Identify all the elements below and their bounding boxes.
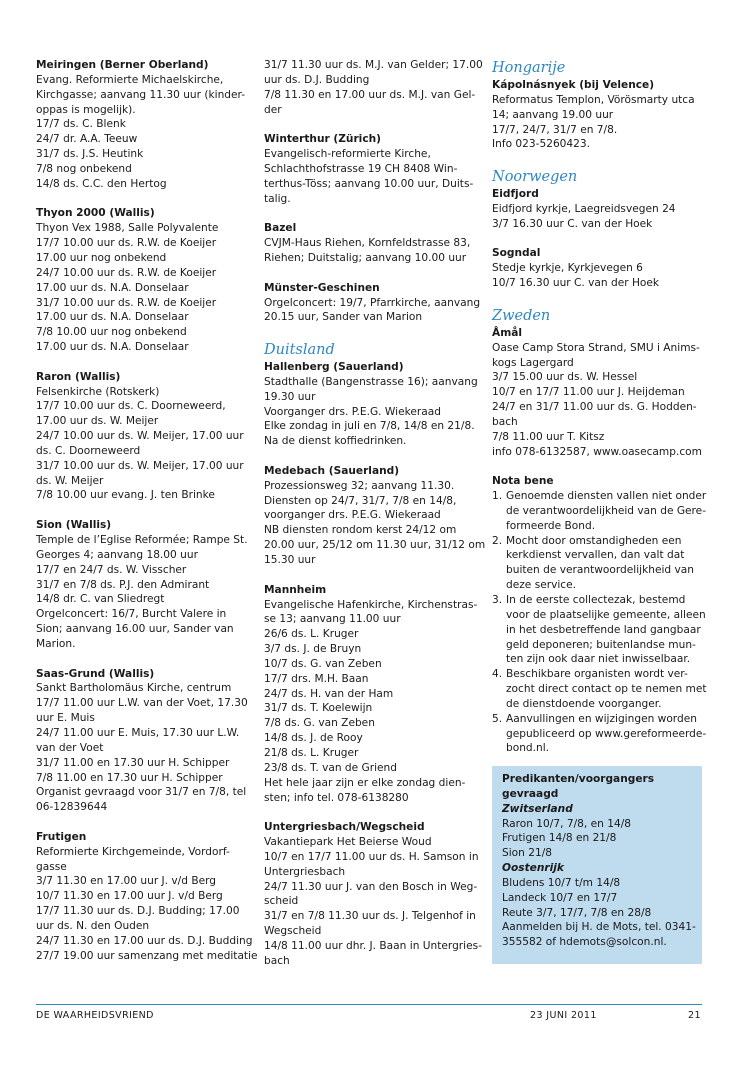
location-entry — [264, 132, 478, 206]
box-line: Landeck 10/7 en 17/7 — [502, 891, 618, 904]
entry-line: 17.00 uur ds. N.A. Donselaar — [36, 311, 189, 324]
location-entry — [36, 58, 248, 192]
entry-line: gasse — [36, 860, 67, 873]
nota-bene-item — [492, 489, 707, 534]
country-heading: Noorwegen — [492, 169, 578, 186]
entry-line: Stadthalle (Bangenstrasse 16); aanvang — [264, 375, 478, 388]
entry-line: voorganger drs. P.E.G. Wiekeraad — [264, 509, 441, 522]
entry-line: 17/7 10.00 uur ds. C. Doorneweerd, — [36, 400, 226, 413]
location-heading: Untergriesbach/Wegscheid — [264, 821, 425, 834]
entry-line: Evangelisch-reformierte Kirche, — [264, 148, 431, 161]
entry-line: uur E. Muis — [36, 712, 95, 725]
location-heading: Frutigen — [36, 830, 87, 843]
entry-line: sten; info tel. 078-6138280 — [264, 791, 409, 804]
nota-bene-item — [492, 712, 707, 757]
column-left — [36, 58, 258, 978]
location-heading: Medebach (Sauerland) — [264, 464, 400, 477]
entry-line: Felsenkirche (Rotskerk) — [36, 385, 160, 398]
entry-line: talig. — [264, 192, 291, 205]
location-entry — [36, 830, 258, 964]
entry-line: 10/7 ds. G. van Zeben — [264, 657, 382, 670]
entry-line: 17.00 uur ds. N.A. Donselaar — [36, 341, 189, 354]
entry-line: 17/7 10.00 uur ds. R.W. de Koeijer — [36, 237, 217, 250]
entry-line: 17.00 uur nog onbekend — [36, 251, 167, 264]
nota-bene-line: bond.nl. — [506, 742, 550, 755]
nota-bene-text — [506, 534, 694, 593]
location-heading: Bazel — [264, 222, 297, 235]
entry-line: 31/7 11.00 en 17.30 uur H. Schipper — [36, 756, 230, 769]
box-country-label: Oostenrijk — [502, 862, 564, 875]
entry-line: Riehen; Duitstalig; aanvang 10.00 uur — [264, 251, 467, 264]
entry-line: info 078-6132587, www.oasecamp.com — [492, 445, 702, 458]
nota-bene-line: Beschikbare organisten wordt ver- — [506, 668, 688, 681]
country-heading: Duitsland — [264, 342, 335, 359]
entry-line: 21/8 ds. L. Kruger — [264, 746, 359, 759]
entry-line: 14/8 11.00 uur dhr. J. Baan in Untergries- — [264, 939, 482, 952]
entry-line: Voorganger drs. P.E.G. Wiekeraad — [264, 405, 441, 418]
location-entry — [492, 78, 704, 152]
entry-line: 7/8 ds. G. van Zeben — [264, 717, 375, 730]
entry-line: Elke zondag in juli en 7/8, 14/8 en 21/8. — [264, 420, 475, 433]
entry-line: 24/7 11.30 en 17.00 uur ds. D.J. Budding — [36, 934, 253, 947]
nota-bene-line: Genoemde diensten vallen niet onder — [506, 490, 707, 503]
entry-line: 17/7 drs. M.H. Baan — [264, 672, 369, 685]
entry-line: CVJM-Haus Riehen, Kornfeldstrasse 83, — [264, 237, 471, 250]
location-entry — [492, 246, 704, 291]
entry-line: 24/7 11.30 uur J. van den Bosch in Weg- — [264, 880, 478, 893]
location-heading: Åmål — [492, 326, 523, 339]
country-heading: Zweden — [492, 307, 551, 324]
entry-line: 7/8 11.30 en 17.00 uur ds. M.J. van Gel- — [264, 88, 476, 101]
location-entry — [264, 583, 478, 806]
nota-bene-line: Mocht door omstandigheden een — [506, 534, 682, 547]
entry-line: 14/8 dr. C. van Sliedregt — [36, 593, 165, 606]
entry-line: 14/8 ds. C.C. den Hertog — [36, 177, 167, 190]
entry-line: terthus-Töss; aanvang 10.00 uur, Duits- — [264, 177, 474, 190]
nota-bene-line: deze service. — [506, 579, 577, 592]
footer-date: 23 JUNI 2011 — [530, 1010, 597, 1021]
entry-line: 17/7, 24/7, 31/7 en 7/8. — [492, 123, 618, 136]
box-line: Reute 3/7, 17/7, 7/8 en 28/8 — [502, 906, 652, 919]
entry-line: Kirchgasse; aanvang 11.30 uur (kinder- — [36, 88, 246, 101]
entry-line: 24/7 10.00 uur ds. W. Meijer, 17.00 uur — [36, 430, 244, 443]
entry-line: 06-12839644 — [36, 801, 108, 814]
entry-line: 7/8 10.00 uur nog onbekend — [36, 326, 187, 339]
location-heading: Münster-Geschinen — [264, 281, 380, 294]
box-line: Frutigen 14/8 en 21/8 — [502, 832, 617, 845]
location-entry — [492, 326, 704, 460]
entry-line: 31/7 10.00 uur ds. W. Meijer, 17.00 uur — [36, 459, 244, 472]
nota-bene-line: voor de plaatselijke gemeente, alleen — [506, 608, 706, 621]
entry-line: 3/7 15.00 uur ds. W. Hessel — [492, 371, 638, 384]
location-entry — [264, 360, 478, 449]
entry-line: Evang. Reformierte Michaelskirche, — [36, 73, 224, 86]
nota-bene-item — [492, 667, 707, 712]
entry-line: Georges 4; aanvang 18.00 uur — [36, 548, 198, 561]
location-entry — [264, 58, 483, 117]
nota-bene-section — [492, 474, 707, 756]
entry-line: 31/7 10.00 uur ds. R.W. de Koeijer — [36, 296, 217, 309]
entry-line: Het hele jaar zijn er elke zondag dien- — [264, 776, 466, 789]
entry-line: 27/7 19.00 uur samenzang met meditatie — [36, 949, 258, 962]
location-heading: Meiringen (Berner Oberland) — [36, 59, 209, 71]
entry-line: 10/7 16.30 uur C. van der Hoek — [492, 277, 660, 290]
entry-line: oppas is mogelijk). — [36, 103, 136, 116]
entry-line: 10/7 11.30 en 17.00 uur J. v/d Berg — [36, 890, 223, 903]
entry-line: 24/7 en 31/7 11.00 uur ds. G. Hodden- — [492, 401, 697, 414]
entry-line: 24/7 ds. H. van der Ham — [264, 687, 394, 700]
entry-line: 20.15 uur, Sander van Marion — [264, 311, 423, 324]
column-right-entries — [492, 58, 704, 459]
entry-line: Sankt Bartholomäus Kirche, centrum — [36, 682, 232, 695]
entry-line: Vakantiepark Het Beierse Woud — [264, 836, 432, 849]
entry-line: 17.00 uur ds. N.A. Donselaar — [36, 281, 189, 294]
entry-line: Reformatus Templon, Vörösmarty utca — [492, 93, 695, 106]
location-heading: Hallenberg (Sauerland) — [264, 361, 404, 374]
entry-line: 15.30 uur — [264, 554, 316, 566]
entry-line: der — [264, 103, 282, 116]
location-entry — [36, 518, 248, 652]
entry-line: Stedje kyrkje, Kyrkjevegen 6 — [492, 262, 643, 275]
entry-line: 17/7 ds. C. Blenk — [36, 118, 126, 131]
entry-line: 17/7 en 24/7 ds. W. Visscher — [36, 563, 187, 576]
box-country-label: Zwitserland — [502, 802, 573, 815]
nota-bene-number: 1. — [492, 490, 503, 503]
nota-bene-line: de verantwoordelijkheid van de Gere- — [506, 504, 707, 517]
entry-line: 24/7 11.00 uur E. Muis, 17.30 uur L.W. — [36, 726, 240, 739]
nota-bene-item — [492, 593, 704, 667]
footer-publication: DE WAARHEIDSVRIEND — [36, 1010, 154, 1021]
nota-bene-line: buiten de verantwoordelijkheid van — [506, 564, 694, 577]
location-entry — [264, 464, 486, 568]
footer-rule — [36, 1004, 702, 1005]
location-heading: Saas-Grund (Wallis) — [36, 667, 155, 680]
nota-bene-text — [506, 593, 706, 667]
entry-line: 23/8 ds. T. van de Griend — [264, 761, 398, 774]
entry-line: 17.00 uur ds. W. Meijer — [36, 415, 159, 428]
nota-bene-line: de dienstdoende voorganger. — [506, 697, 662, 710]
location-heading: Sion (Wallis) — [36, 519, 112, 532]
location-heading: Raron (Wallis) — [36, 370, 121, 383]
entry-line: 7/8 10.00 uur evang. J. ten Brinke — [36, 489, 215, 502]
location-entry — [264, 221, 478, 266]
nota-bene-list — [492, 489, 707, 756]
entry-line: Evangelische Hafenkirche, Kirchenstras- — [264, 598, 478, 611]
location-entry — [264, 820, 482, 968]
nota-bene-line: zocht direct contact op te nemen met — [506, 683, 707, 696]
box-line: Sion 21/8 — [502, 847, 553, 860]
entry-line: Info 023-5260423. — [492, 138, 591, 151]
location-heading: Winterthur (Zürich) — [264, 133, 381, 146]
entry-line: bach — [264, 954, 290, 967]
country-heading: Hongarije — [492, 60, 566, 76]
entry-line: 3/7 16.30 uur C. van der Hoek — [492, 217, 653, 230]
footer-page-number: 21 — [688, 1010, 701, 1021]
entry-line: 31/7 en 7/8 ds. P.J. den Admirant — [36, 578, 210, 591]
nota-bene-line: gepubliceerd op www.gereformeerde- — [506, 727, 707, 740]
box-line: Raron 10/7, 7/8, en 14/8 — [502, 817, 632, 830]
wanted-preachers-box — [492, 766, 702, 964]
nota-bene-line: kerkdienst vervallen, dan valt dat — [506, 549, 685, 562]
nota-bene-text — [506, 667, 707, 712]
nota-bene-text — [506, 712, 706, 757]
nota-bene-item — [492, 534, 704, 593]
location-entry — [36, 370, 248, 504]
entry-line: 31/7 ds. J.S. Heutink — [36, 148, 144, 161]
box-line: Aanmelden bij H. de Mots, tel. 0341- — [502, 921, 696, 934]
entry-line: Orgelconcert: 16/7, Burcht Valere in — [36, 608, 227, 621]
entry-line: 24/7 10.00 uur ds. R.W. de Koeijer — [36, 266, 217, 279]
location-entry — [264, 281, 481, 326]
entry-line: 10/7 en 17/7 11.00 uur ds. H. Samson in — [264, 850, 479, 863]
location-heading: Mannheim — [264, 583, 327, 596]
nota-bene-line: geld deponeren; buitenlandse mun- — [506, 638, 696, 651]
entry-line: Na de dienst koffiedrinken. — [264, 435, 407, 448]
entry-line: Prozessionsweg 32; aanvang 11.30. — [264, 479, 455, 492]
entry-line: 7/8 nog onbekend — [36, 162, 132, 175]
box-line: 355582 of hdemots@solcon.nl. — [502, 936, 667, 949]
entry-line: 17/7 11.00 uur L.W. van der Voet, 17.30 — [36, 697, 248, 710]
entry-line: 17/7 11.30 uur ds. D.J. Budding; 17.00 — [36, 905, 240, 918]
entry-line: Thyon Vex 1988, Salle Polyvalente — [36, 222, 219, 235]
entry-line: Oase Camp Stora Strand, SMU i Anims- — [492, 341, 700, 354]
entry-line: 31/7 en 7/8 11.30 uur ds. J. Telgenhof in — [264, 910, 476, 923]
entry-line: 7/8 11.00 uur T. Kitsz — [492, 430, 605, 443]
location-entry — [36, 206, 248, 354]
column-right — [492, 58, 707, 771]
entry-line: Diensten op 24/7, 31/7, 7/8 en 14/8, — [264, 494, 457, 507]
entry-line: NB diensten rondom kerst 24/12 om — [264, 524, 457, 537]
entry-line: 31/7 ds. T. Koelewijn — [264, 702, 373, 715]
entry-line: 24/7 dr. A.A. Teeuw — [36, 133, 138, 146]
entry-line: Reformierte Kirchgemeinde, Vordorf- — [36, 845, 230, 858]
entry-line: 3/7 11.30 en 17.00 uur J. v/d Berg — [36, 875, 217, 888]
location-heading: Sogndal — [492, 247, 541, 260]
entry-line: Sion; aanvang 16.00 uur, Sander van — [36, 623, 234, 636]
nota-bene-number: 5. — [492, 712, 503, 725]
location-heading: Thyon 2000 (Wallis) — [36, 207, 155, 220]
entry-line: 10/7 en 17/7 11.00 uur J. Heijdeman — [492, 386, 685, 399]
nota-bene-line: In de eerste collectezak, bestemd — [506, 594, 686, 606]
entry-line: Marion. — [36, 637, 76, 650]
nota-bene-line: ten zijn ook daar niet inwisselbaar. — [506, 653, 691, 666]
nota-bene-number: 3. — [492, 594, 503, 606]
entry-line: 31/7 11.30 uur ds. M.J. van Gelder; 17.00 — [264, 59, 483, 71]
entry-line: se 13; aanvang 11.00 uur — [264, 613, 401, 626]
nota-bene-line: Aanvullingen en wijzigingen worden — [506, 712, 697, 725]
nota-bene-number: 4. — [492, 668, 503, 681]
entry-line: 14/8 ds. J. de Rooy — [264, 732, 363, 745]
entry-line: 20.00 uur, 25/12 om 11.30 uur, 31/12 om — [264, 539, 486, 552]
entry-line: 3/7 ds. J. de Bruyn — [264, 643, 362, 656]
column-middle — [264, 58, 486, 983]
entry-line: uur ds. N. den Ouden — [36, 919, 150, 932]
entry-line: Eidfjord kyrkje, Laegreidsvegen 24 — [492, 202, 676, 215]
entry-line: 7/8 11.00 en 17.30 uur H. Schipper — [36, 771, 223, 784]
entry-line: bach — [492, 415, 518, 428]
box-heading-line: Predikanten/voorgangers — [502, 773, 655, 785]
entry-line: scheid — [264, 895, 299, 908]
entry-line: kogs Lagergard — [492, 356, 574, 369]
nota-bene-heading: Nota bene — [492, 475, 554, 488]
location-entry — [36, 667, 248, 815]
entry-line: 19.30 uur — [264, 390, 316, 403]
location-heading: Eidfjord — [492, 188, 539, 201]
entry-line: ds. C. Doorneweerd — [36, 444, 141, 457]
entry-line: ds. W. Meijer — [36, 474, 104, 487]
location-entry — [492, 187, 704, 232]
entry-line: 26/6 ds. L. Kruger — [264, 628, 359, 641]
box-heading-line: gevraagd — [502, 787, 559, 800]
entry-line: Wegscheid — [264, 925, 322, 938]
nota-bene-line: in het desbetreffende land gangbaar — [506, 623, 701, 636]
entry-line: uur ds. D.J. Budding — [264, 73, 370, 86]
location-heading: Kápolnásnyek (bij Velence) — [492, 79, 655, 91]
nota-bene-line: formeerde Bond. — [506, 519, 596, 532]
entry-line: Untergriesbach — [264, 865, 346, 878]
entry-line: van der Voet — [36, 741, 104, 754]
nota-bene-number: 2. — [492, 534, 503, 547]
entry-line: Orgelconcert: 19/7, Pfarrkirche, aanvang — [264, 296, 481, 309]
entry-line: Temple de l’Eglise Reformée; Rampe St. — [36, 534, 248, 546]
nota-bene-text — [506, 489, 706, 534]
entry-line: Organist gevraagd voor 31/7 en 7/8, tel — [36, 786, 247, 799]
box-line: Bludens 10/7 t/m 14/8 — [502, 876, 621, 889]
entry-line: 14; aanvang 19.00 uur — [492, 108, 614, 121]
entry-line: Schlachthofstrasse 19 CH 8408 Win- — [264, 162, 458, 175]
